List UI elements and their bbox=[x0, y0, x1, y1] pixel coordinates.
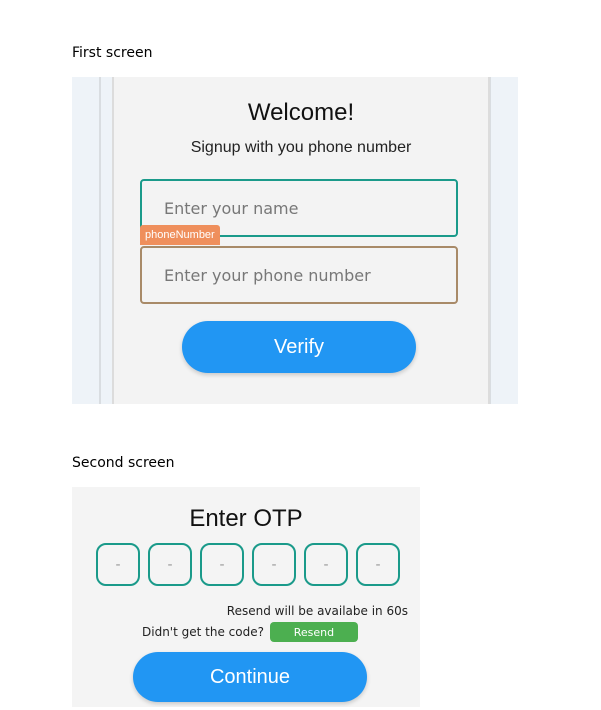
otp-digit-box[interactable]: - bbox=[356, 543, 400, 586]
otp-screen bbox=[72, 487, 420, 707]
phone-input[interactable] bbox=[142, 248, 456, 302]
otp-digit-box[interactable]: - bbox=[304, 543, 348, 586]
otp-inputs bbox=[96, 543, 400, 586]
signup-title: Welcome! bbox=[247, 99, 355, 126]
signup-subtitle: Signup with you phone number bbox=[190, 139, 412, 156]
first-screen-caption: First screen bbox=[72, 45, 153, 61]
resend-button[interactable]: Resend bbox=[270, 622, 358, 642]
frame-divider bbox=[99, 77, 101, 404]
phone-field bbox=[140, 246, 458, 304]
otp-digit-box[interactable]: - bbox=[148, 543, 192, 586]
resend-row bbox=[142, 622, 358, 642]
otp-digit-box[interactable]: - bbox=[200, 543, 244, 586]
resend-question: Didn't get the code? bbox=[142, 625, 264, 639]
resend-timer-text: Resend will be availabe in 60s bbox=[226, 604, 408, 618]
signup-screen bbox=[72, 77, 518, 404]
phone-number-tag: phoneNumber bbox=[140, 225, 220, 245]
otp-title: Enter OTP bbox=[189, 505, 303, 532]
verify-button[interactable]: Verify bbox=[182, 321, 416, 373]
otp-digit-box[interactable]: - bbox=[96, 543, 140, 586]
continue-button[interactable]: Continue bbox=[133, 652, 367, 702]
otp-digit-box[interactable]: - bbox=[252, 543, 296, 586]
signup-card bbox=[112, 77, 490, 404]
second-screen-caption: Second screen bbox=[72, 455, 175, 471]
